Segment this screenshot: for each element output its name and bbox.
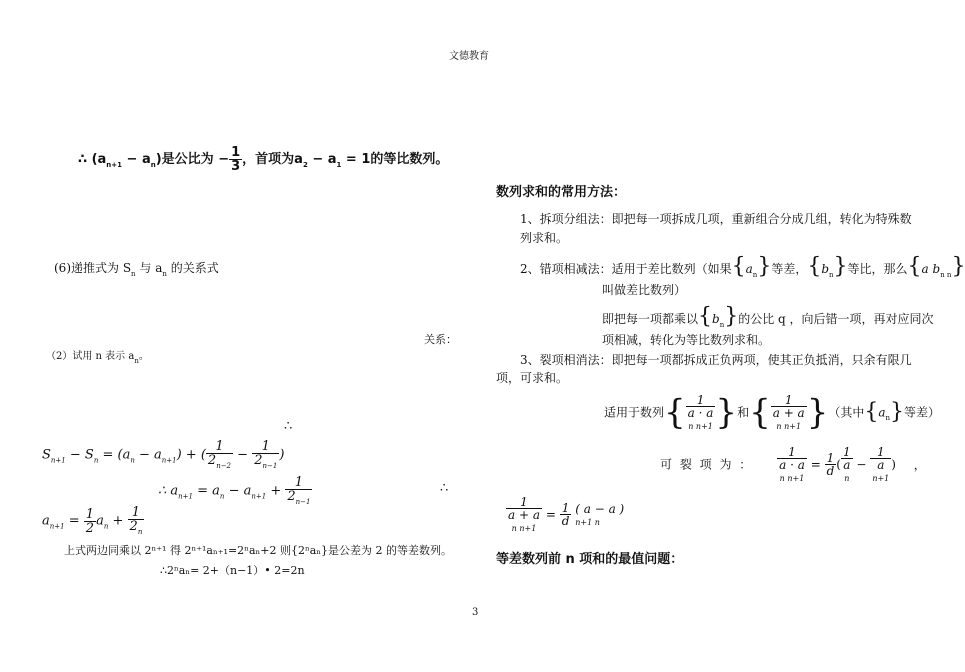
conclusion-line: ∴ $(a_{n+1} - a_n)$是公比为 − $\frac{1}{3}$ ，首项为$a_2 - a_1 = 1$的等比数列。	[78, 145, 449, 174]
multiply-line: 上式两边同乘以 2ⁿ⁺¹ 得 2ⁿ⁺¹aₙ₊₁=2ⁿaₙ+2 则{2ⁿaₙ}是公差为 2 的等差数列。	[64, 544, 453, 557]
sqrt-split-formula: 1 a + a n n+1 = $\frac{1}{d}$ ( a − a ) n+1 n	[508, 495, 625, 533]
final-result-line: ∴2ⁿaₙ= 2+（n−1）• 2=2n	[160, 564, 305, 577]
equation-1: $S_{n+1} - S_n = (a_n - a_{n+1})$ + ( $\frac{1}{2_{n-2}}$ − $\frac{1}{2_{n-1}}$ )	[42, 439, 285, 470]
relation-label: 关系：	[424, 333, 457, 346]
method-2-line-3: 即把每一项都乘以$\{b_n\}$的公比 q ，向后错一项，再对应同次	[602, 304, 934, 329]
equation-3: $a_{n+1}$ = $\frac{1}{2}$ $a_n$ + $\frac{1}{2_n}$	[42, 505, 143, 536]
page-number: 3	[472, 607, 479, 618]
heading-summation-methods: 数列求和的常用方法：	[496, 185, 627, 200]
item-2-question: （2）试用 n 表示 $a_n$。	[46, 351, 149, 365]
method-1-line-1: 1、拆项分组法：即把每一项拆成几项，重新组合分成几组，转化为特殊数	[520, 212, 912, 226]
method-3-applicable: 适用于数列{ 1 a · a n n+1 }和{ 1 a + a n n+1 }（其中$\{a_n\}$等差）	[604, 392, 941, 433]
method-2-line-2: 叫做差比数列）	[602, 283, 687, 297]
method-2-line-1: 2、错项相减法：适用于差比数列（如果$\{a_n\}$等差，$\{b_n\}$等比，那么{a $b_{n n}$}	[520, 254, 965, 279]
item-6-recursion: (6)递推式为 $S_n$ 与 $a_n$ 的关系式	[54, 261, 219, 278]
equation-2: ∴ $a_{n+1} = a_n - a_{n+1}$ + $\frac{1}{2_{n-1}}$	[158, 475, 311, 506]
therefore-symbol-2: ∴	[440, 481, 449, 496]
method-1-line-2: 列求和。	[520, 231, 569, 245]
heading-arithmetic-max-min: 等差数列前 n 项和的最值问题：	[496, 552, 684, 567]
split-formula: 可 裂 项 为 ： 1 a · a n n+1 = $\frac{1}{d}$ ( 1 a n − 1 a n+1 ) ，	[660, 445, 926, 483]
page-header: 文德教育	[449, 51, 489, 62]
method-3-line-2: 项，可求和。	[496, 371, 569, 385]
therefore-symbol-1: ∴	[284, 419, 293, 434]
method-2-line-4: 项相减，转化为等比数列求和。	[602, 333, 771, 347]
method-3-line-1: 3、裂项相消法：即把每一项都拆成正负两项，使其正负抵消，只余有限几	[520, 353, 912, 367]
